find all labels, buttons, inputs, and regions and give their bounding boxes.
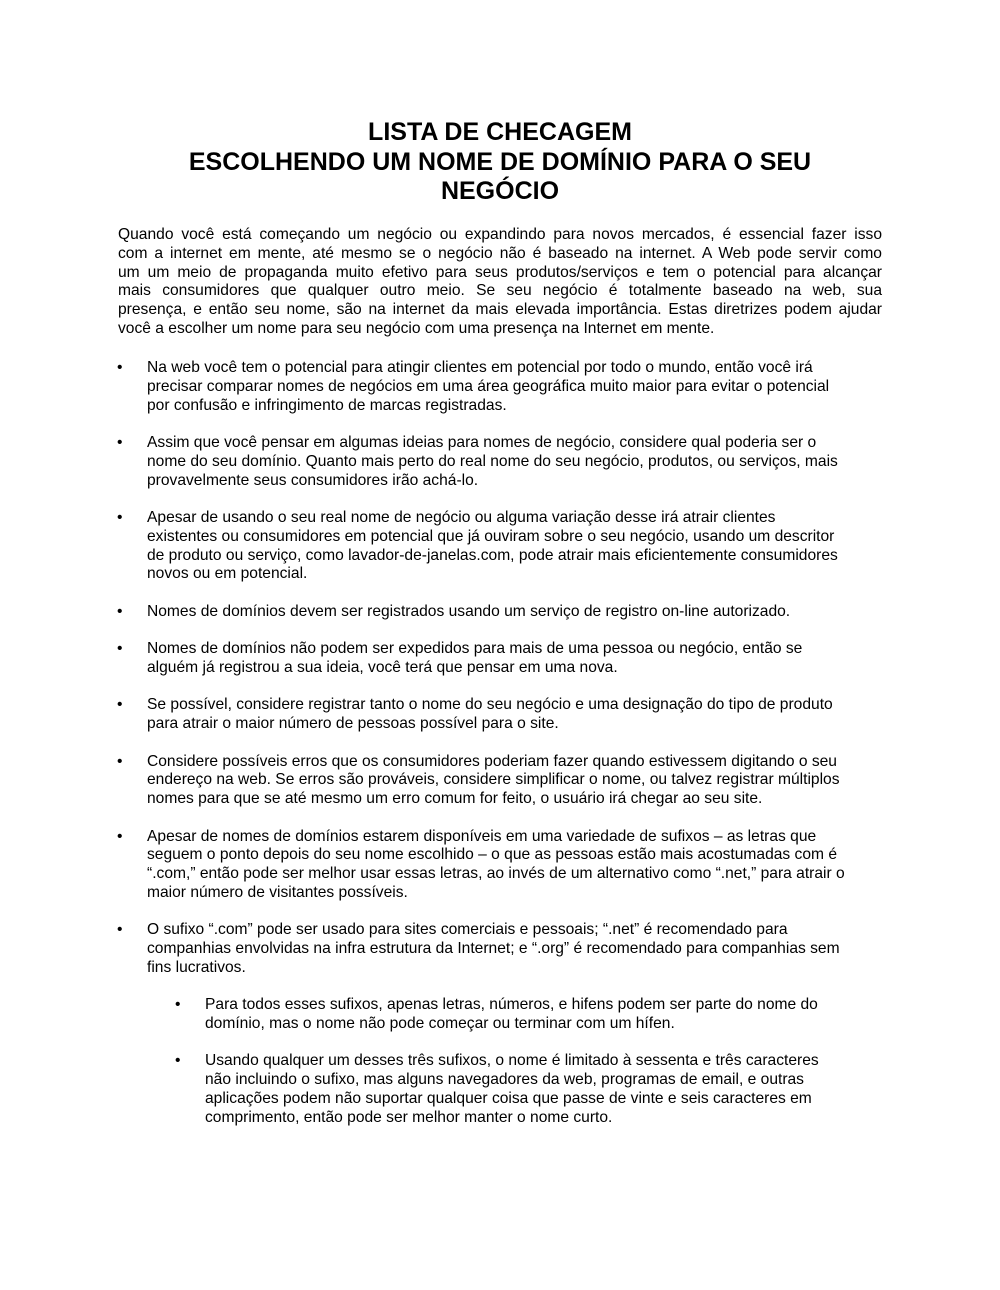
list-item bbox=[0, 696, 1000, 734]
bullet-icon: • bbox=[117, 602, 123, 620]
list-item-text: O sufixo “.com” pode ser usado para sites comerciais e pessoais; “.net” é recomendado para companhias envolvidas na infra estrutura da Internet; e “.org” é recomendado para companhias sem fins lucrativos. bbox=[147, 921, 840, 976]
bullet-icon: • bbox=[117, 921, 123, 939]
bullet-icon: • bbox=[117, 752, 123, 770]
intro-line: mais consumidores que qualquer outro meio. Se seu negócio é totalmente baseado na web, sua bbox=[118, 282, 882, 300]
bullet-icon: • bbox=[175, 1052, 181, 1070]
list-item-text: Apesar de usando o seu real nome de negócio ou alguma variação desse irá atrair clientes existentes ou consumidores em potencial que já ouviram sobre o seu negócio, usando um descritor de produto ou serviço, como lavador-de-janelas.com, pode atrair mais eficientemente consumidores novos ou em potencial. bbox=[147, 508, 838, 583]
sub-list-item bbox=[0, 1052, 1000, 1127]
intro-line: Quando você está começando um negócio ou expandindo para novos mercados, é essencial fazer isso bbox=[118, 226, 882, 243]
intro-line: um um meio de propaganda muito efetivo para seus produtos/serviços e tem o potencial para alcançar bbox=[118, 263, 882, 281]
list-item-text: Nomes de domínios devem ser registrados usando um serviço de registro on-line autorizado. bbox=[147, 602, 791, 620]
bullet-icon: • bbox=[117, 359, 123, 376]
intro-paragraph bbox=[118, 226, 882, 339]
checklist bbox=[0, 359, 1000, 1146]
intro-line: presença, e então seu nome, são na internet da mais elevada importância. Estas diretrizes podem ajudar bbox=[118, 301, 882, 319]
document-title bbox=[0, 118, 1000, 207]
list-item-text: Para todos esses sufixos, apenas letras, números, e hifens podem ser parte do nome do domínio, mas o nome não pode começar ou terminar com um hífen. bbox=[205, 996, 818, 1033]
bullet-icon: • bbox=[117, 640, 123, 658]
list-item bbox=[0, 509, 1000, 584]
list-item-text: Assim que você pensar em algumas ideias para nomes de negócio, considere qual poderia ser o nome do seu domínio. Quanto mais perto do real nome do seu negócio, produtos, ou serviços, mais provavelmente seus consumidores irão achá-lo. bbox=[147, 433, 838, 489]
intro-line: você a escolher um nome para seu negócio com uma presença na Internet em mente. bbox=[118, 319, 715, 337]
list-item bbox=[0, 603, 1000, 622]
list-item bbox=[0, 640, 1000, 678]
list-item-text: Na web você tem o potencial para atingir clientes em potencial por todo o mundo, então você irá precisar comparar nomes de negócios em uma área geográfica muito maior para evitar o potencial por confusão e infringimento de marcas registradas. bbox=[147, 359, 830, 414]
title-line: ESCOLHENDO UM NOME DE DOMÍNIO PARA O SEU bbox=[188, 147, 812, 176]
bullet-icon: • bbox=[117, 827, 123, 845]
bullet-icon: • bbox=[175, 996, 181, 1014]
list-item-text: Apesar de nomes de domínios estarem disponíveis em uma variedade de sufixos – as letras que seguem o ponto depois do seu nome escolhido – o que as pessoas estão mais acostumadas com é “.com,” então pode ser melhor usar essas letras, ao invés de um alternativo como “.net,” para atrair o maior número de visitantes possíveis. bbox=[147, 827, 845, 901]
list-item bbox=[0, 828, 1000, 903]
title-line: NEGÓCIO bbox=[440, 177, 560, 205]
list-item bbox=[0, 359, 1000, 415]
list-item-text: Nomes de domínios não podem ser expedidos para mais de uma pessoa ou negócio, então se alguém já registrou a sua ideia, você terá que pensar em uma nova. bbox=[147, 640, 803, 676]
list-item bbox=[0, 753, 1000, 809]
list-item-text: Se possível, considere registrar tanto o nome do seu negócio e uma designação do tipo de produto para atrair o maior número de pessoas possível para o site. bbox=[147, 696, 833, 733]
list-item-text: Considere possíveis erros que os consumidores poderiam fazer quando estivessem digitando o seu endereço na web. Se erros são prováveis, considere simplificar o nome, ou talvez registrar múltiplos nomes para que se até mesmo um erro comum for feito, o usuário irá chegar ao seu site. bbox=[147, 752, 840, 808]
sub-list-item bbox=[0, 996, 1000, 1034]
list-item-text: Usando qualquer um desses três sufixos, o nome é limitado à sessenta e três caracteres não incluindo o sufixo, mas alguns navegadores da web, programas de email, e outras aplicações podem não suportar qualquer coisa que passe de vinte e seis caracteres em comprimento, então pode ser melhor manter o nome curto. bbox=[205, 1052, 819, 1126]
bullet-icon: • bbox=[117, 696, 123, 714]
list-item bbox=[0, 434, 1000, 490]
intro-line: com a internet em mente, até mesmo se o negócio não é baseado na internet. A Web pode servir como bbox=[118, 244, 882, 262]
bullet-icon: • bbox=[117, 433, 123, 451]
bullet-icon: • bbox=[117, 508, 123, 526]
title-line: LISTA DE CHECAGEM bbox=[368, 118, 632, 146]
list-item bbox=[0, 921, 1000, 977]
